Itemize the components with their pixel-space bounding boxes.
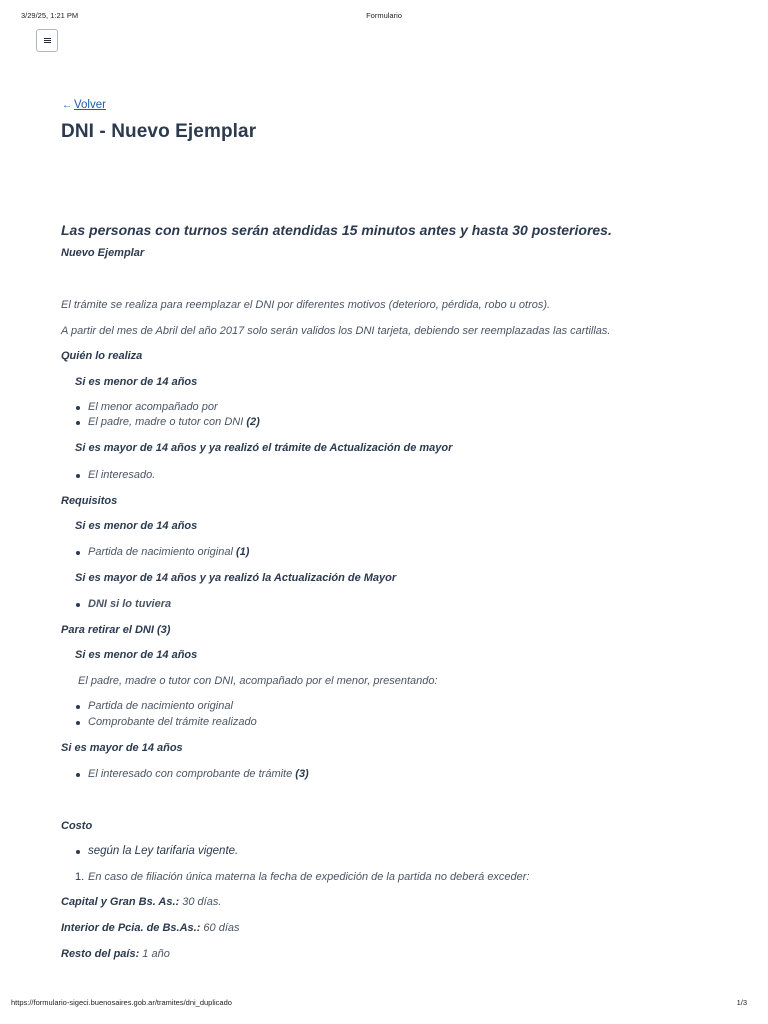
footnote-text: En caso de filiación única materna la fecha de expedición de la partida no deberá exceder: [88,871,530,883]
note-ref: (3) [295,768,309,780]
list-item: según la Ley tarifaria vigente. [88,845,239,857]
interior-value: 60 días [200,922,240,934]
list-item-text: Partida de nacimiento original [88,546,236,558]
list-item [88,546,249,558]
subheading-quien-mayor: Si es mayor de 14 años y ya realizó el trámite de Actualización de mayor [75,442,453,454]
section-heading-quien: Quién lo realiza [61,350,143,362]
capital-value: 30 días. [179,896,222,908]
paragraph-1: El trámite se realiza para reemplazar el DNI por diferentes motivos (deterioro, pérdida, robo u otros). [61,299,551,311]
menu-button[interactable] [36,29,58,52]
footnote-number: 1. [75,871,85,883]
print-header [21,11,747,23]
interior-row [61,922,240,934]
resto-value: 1 año [139,948,170,960]
list-item [88,768,309,780]
subheading-retirar-mayor: Si es mayor de 14 años [61,742,183,754]
print-footer [11,998,747,1010]
note-ref: (2) [246,416,260,428]
paragraph-2: A partir del mes de Abril del año 2017 solo serán validos los DNI tarjeta, debiendo ser reemplazadas las cartillas. [61,325,611,337]
interior-label: Interior de Pcia. de Bs.As.: [61,922,201,934]
back-arrow-icon: ← [62,99,72,111]
print-url: https://formulario-sigeci.buenosaires.gob.ar/tramites/dni_duplicado [11,998,232,1007]
list-item [88,416,260,428]
list-item: El interesado. [88,469,156,481]
list-item-text: El padre, madre o tutor con DNI [88,416,247,428]
subheading-req-mayor: Si es mayor de 14 años y ya realizó la Actualización de Mayor [75,572,397,584]
section-heading-costo: Costo [61,820,93,832]
lead-notice: Las personas con turnos serán atendidas 15 minutos antes y hasta 30 posteriores. [61,222,612,238]
print-date: 3/29/25, 1:21 PM [21,11,79,20]
list-item: Partida de nacimiento original [88,700,233,712]
list-item: Comprobante del trámite realizado [88,716,257,728]
subheading-quien-menor: Si es menor de 14 años [75,376,198,388]
note-ref: (1) [235,546,250,558]
footnote-1 [75,871,530,883]
section-heading-requisitos: Requisitos [61,495,118,507]
back-link[interactable]: Volver [74,99,106,111]
resto-label: Resto del país: [61,948,140,960]
capital-label: Capital y Gran Bs. As.: [61,896,180,908]
print-title: Formulario [366,11,402,20]
subheading-req-menor: Si es menor de 14 años [75,520,198,532]
capital-row [61,896,221,908]
section-heading-retirar: Para retirar el DNI (3) [61,624,171,636]
print-page-number: 1/3 [736,998,747,1007]
subheading-retirar-menor: Si es menor de 14 años [75,649,198,661]
hamburger-menu-icon [44,38,51,44]
retirar-menor-text: El padre, madre o tutor con DNI, acompañado por el menor, presentando: [78,675,438,687]
page-title: DNI - Nuevo Ejemplar [61,121,257,142]
subtitle: Nuevo Ejemplar [61,247,145,259]
list-item: El menor acompañado por [88,401,218,413]
back-link-container [62,99,106,111]
list-item: DNI si lo tuviera [88,598,172,610]
list-item-text: El interesado con comprobante de trámite [88,768,296,780]
resto-row [61,948,170,960]
